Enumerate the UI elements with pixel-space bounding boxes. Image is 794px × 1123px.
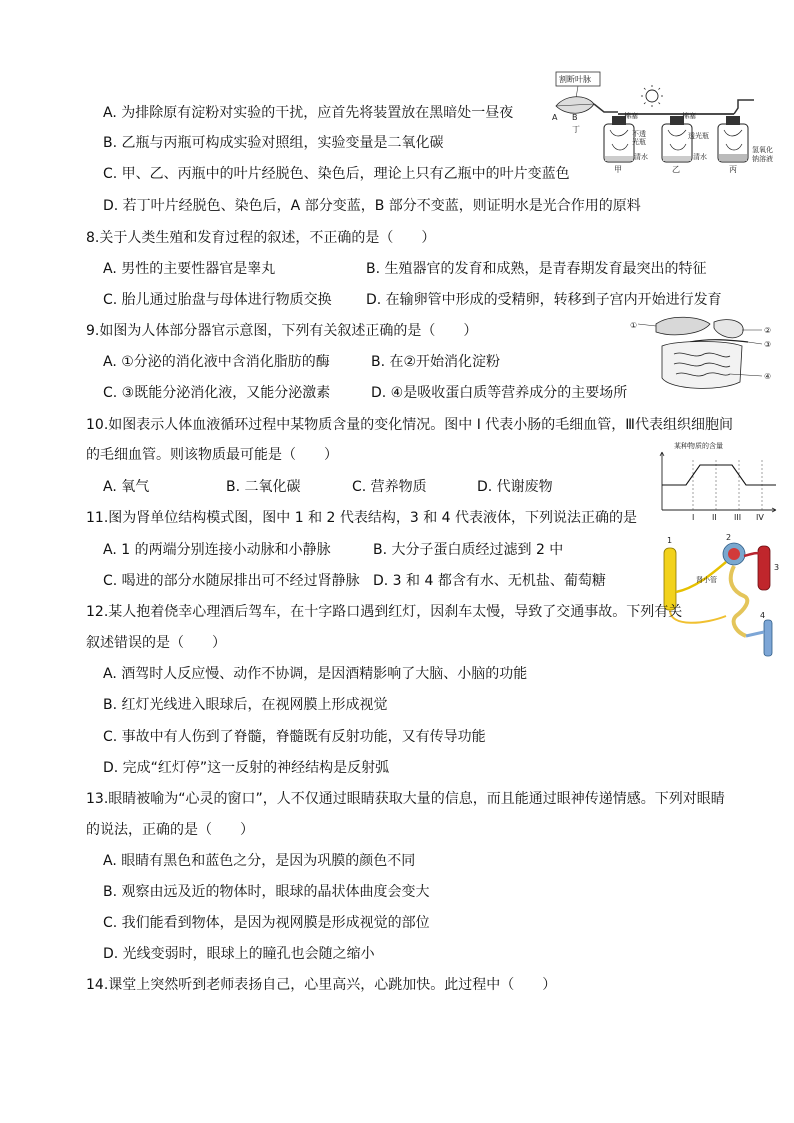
label-1: 1 <box>667 536 673 545</box>
bottle-yi-label: 乙 <box>672 165 680 174</box>
q10-stem-line-2: 的毛细血管。则该物质最可能是（ ） <box>86 447 338 463</box>
cork-label-1: 棉塞 <box>624 112 638 120</box>
q8-option-a: A. 男性的主要性器官是睾丸 <box>103 261 276 277</box>
label-4: 4 <box>760 611 766 620</box>
q7-option-d: D. 若丁叶片经脱色、染色后，A 部分变蓝，B 部分不变蓝，则证明水是光合作用的原料 <box>103 198 641 214</box>
leaf-b-label: B <box>572 113 578 122</box>
q9-digestive-figure <box>630 312 780 396</box>
sun-icon <box>646 90 658 102</box>
naoh-label-1: 氢氧化 <box>752 146 773 154</box>
q14-stem: 14.课堂上突然听到老师表扬自己，心里高兴，心跳加快。此过程中（ ） <box>86 977 557 993</box>
q11-nephron-figure <box>656 532 786 660</box>
q13-stem-line-1: 13.眼睛被喻为“心灵的窗口”，人不仅通过眼睛获取大量的信息，而且能通过眼神传递情感。下列对眼睛 <box>86 791 725 807</box>
bottle-jia <box>604 116 634 162</box>
q10-option-a: A. 氧气 <box>103 479 150 495</box>
leaf-ding-label: 丁 <box>572 125 580 134</box>
q9-option-a: A. ①分泌的消化液中含消化脂肪的酶 <box>103 354 330 370</box>
content-line <box>662 465 776 485</box>
opaque-label-2: 光瓶 <box>632 138 646 146</box>
organ-label-3: ③ <box>764 340 772 349</box>
label-3: 3 <box>774 563 780 572</box>
water-label-1: 清水 <box>634 153 648 161</box>
tick-2: II <box>712 513 717 522</box>
q12-option-b: B. 红灯光线进入眼球后，在视网膜上形成视觉 <box>103 697 388 713</box>
q9-option-d: D. ④是吸收蛋白质等营养成分的主要场所 <box>371 385 628 401</box>
q10-stem-line-1: 10.如图表示人体血液循环过程中某物质含量的变化情况。图中 I 代表小肠的毛细血管，Ⅲ代表组织细胞间 <box>86 417 733 433</box>
q12-stem-line-1: 12.某人抱着侥幸心理酒后驾车，在十字路口遇到红灯，因刹车太慢，导致了交通事故。下列有关 <box>86 604 683 620</box>
q11-option-a: A. 1 的两端分别连接小动脉和小静脉 <box>103 542 331 558</box>
organ-label-2: ② <box>764 326 772 335</box>
q10-content-graph <box>652 440 782 524</box>
q10-option-b: B. 二氧化碳 <box>226 479 301 495</box>
tick-3: III <box>734 513 742 522</box>
q11-option-c: C. 喝进的部分水随尿排出可不经过肾静脉 <box>103 573 360 589</box>
water-label-2: 清水 <box>693 153 707 161</box>
label-2: 2 <box>726 533 732 542</box>
bottle-jia-label: 甲 <box>614 165 622 174</box>
q9-option-b: B. 在②开始消化淀粉 <box>371 354 501 370</box>
q13-stem-line-2: 的说法，正确的是（ ） <box>86 822 254 838</box>
q12-stem-line-2: 叙述错误的是（ ） <box>86 635 226 651</box>
graph-title: 某种物质的含量 <box>674 442 723 450</box>
tick-4: IV <box>756 513 764 522</box>
stomach-icon <box>714 320 743 338</box>
q8-stem: 8.关于人类生殖和发育过程的叙述，不正确的是（ ） <box>86 230 436 246</box>
liver-icon <box>656 317 710 335</box>
cork-label-2: 棉塞 <box>682 112 696 120</box>
transparent-label: 透光瓶 <box>688 132 709 140</box>
tubule-path <box>731 566 748 636</box>
leaf-a-label: A <box>552 113 558 122</box>
artery-tube <box>664 548 676 610</box>
q9-option-c: C. ③既能分泌消化液，又能分泌激素 <box>103 385 331 401</box>
q8-option-b: B. 生殖器官的发育和成熟，是青春期发育最突出的特征 <box>366 261 707 277</box>
q11-option-b: B. 大分子蛋白质经过滤到 2 中 <box>373 542 564 558</box>
q9-stem: 9.如图为人体部分器官示意图，下列有关叙述正确的是（ ） <box>86 323 478 339</box>
q13-option-b: B. 观察由远及近的物体时，眼球的晶状体曲度会变大 <box>103 884 430 900</box>
q8-option-d: D. 在输卵管中形成的受精卵，转移到子宫内开始进行发育 <box>366 292 722 308</box>
bottle-bing <box>718 116 748 162</box>
q10-option-d: D. 代谢废物 <box>477 479 553 495</box>
q12-option-d: D. 完成“红灯停”这一反射的神经结构是反射弧 <box>103 760 390 776</box>
q8-option-c: C. 胎儿通过胎盘与母体进行物质交换 <box>103 292 332 308</box>
q10-option-c: C. 营养物质 <box>352 479 427 495</box>
naoh-label-2: 钠溶液 <box>752 155 773 163</box>
q13-option-a: A. 眼睛有黑色和蓝色之分，是因为巩膜的颜色不同 <box>103 853 416 869</box>
q12-option-a: A. 酒驾时人反应慢、动作不协调，是因酒精影响了大脑、小脑的功能 <box>103 666 528 682</box>
cut-label: 割断叶脉 <box>559 75 591 84</box>
q7-option-b: B. 乙瓶与丙瓶可构成实验对照组，实验变量是二氧化碳 <box>103 135 444 151</box>
q11-stem: 11.图为肾单位结构模式图，图中 1 和 2 代表结构，3 和 4 代表液体，下列说法正确的是 <box>86 510 638 526</box>
organ-label-4: ④ <box>764 372 772 381</box>
bottle-bing-label: 丙 <box>729 165 737 174</box>
q7-option-a: A. 为排除原有淀粉对实验的干扰，应首先将装置放在黑暗处一昼夜 <box>103 105 514 121</box>
tubule-label: 肾小管 <box>696 576 717 584</box>
q13-option-c: C. 我们能看到物体，是因为视网膜是形成视觉的部位 <box>103 915 430 931</box>
organ-label-1: ① <box>630 321 638 330</box>
collecting-duct <box>764 620 772 656</box>
q12-option-c: C. 事故中有人伤到了脊髓，脊髓既有反射功能，又有传导功能 <box>103 729 486 745</box>
q7-photosynthesis-figure <box>548 68 778 180</box>
tick-1: I <box>692 513 695 522</box>
q7-option-c: C. 甲、乙、丙瓶中的叶片经脱色、染色后，理论上只有乙瓶中的叶片变蓝色 <box>103 166 570 182</box>
opaque-label-1: 不透 <box>632 130 646 138</box>
q13-option-d: D. 光线变弱时，眼球上的瞳孔也会随之缩小 <box>103 946 375 962</box>
q11-option-d: D. 3 和 4 都含有水、无机盐、葡萄糖 <box>373 573 606 589</box>
